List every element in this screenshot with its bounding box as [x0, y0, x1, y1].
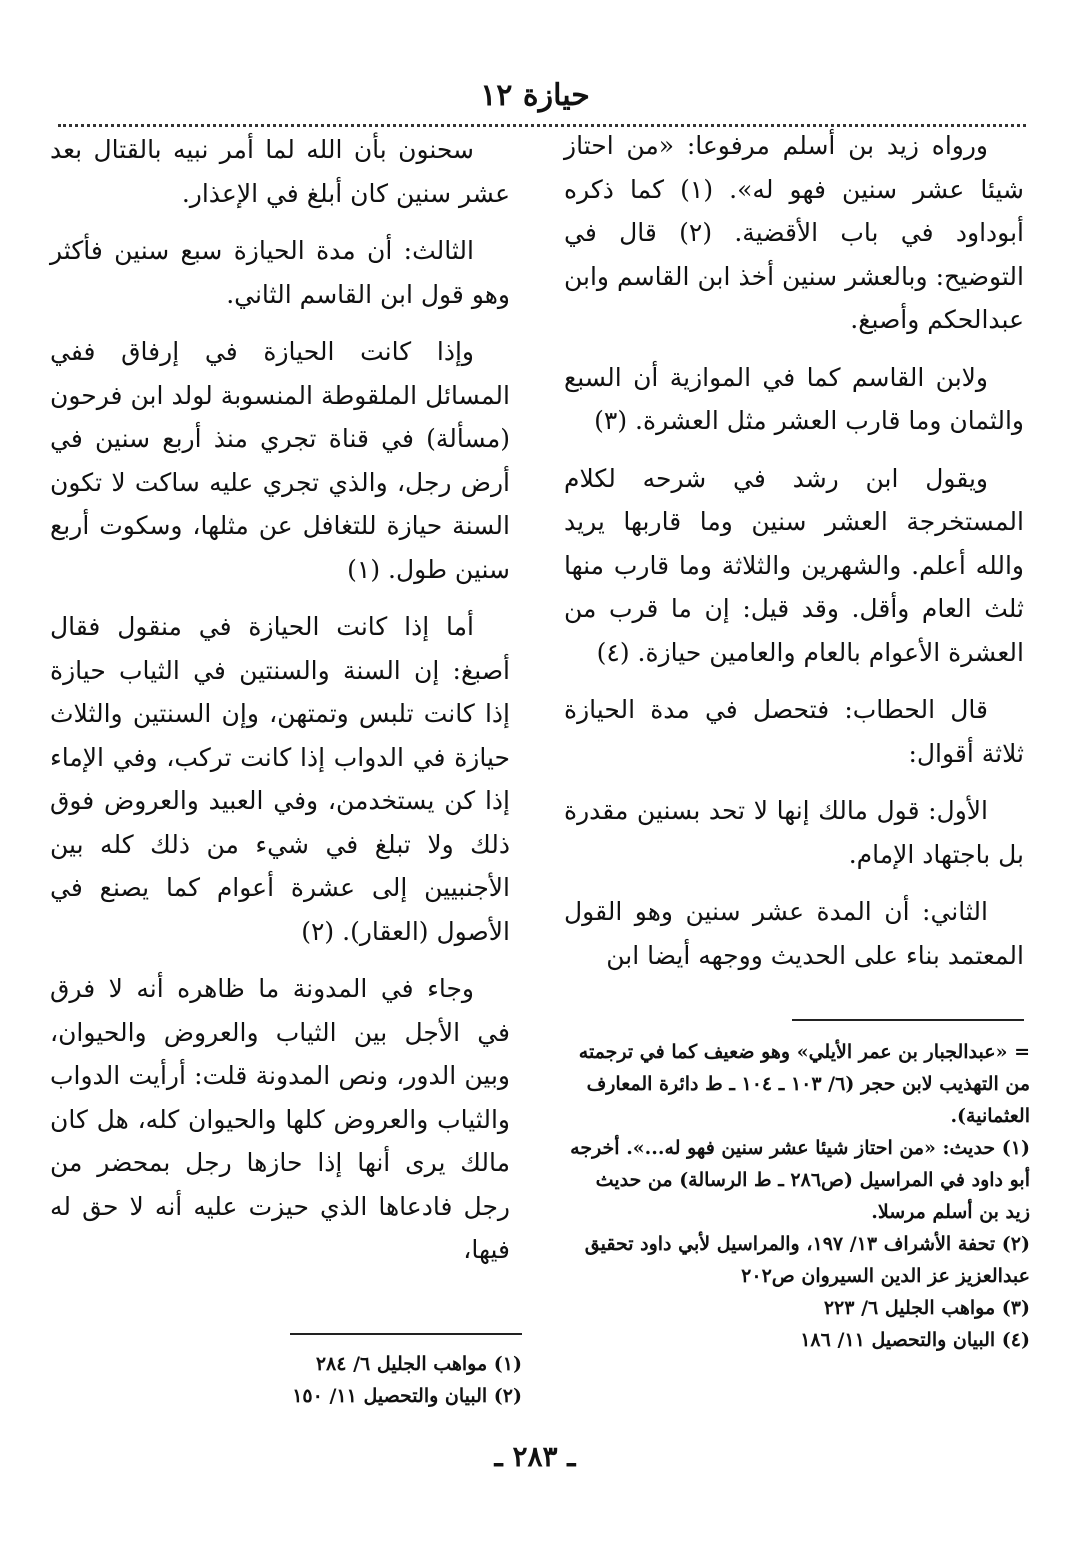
footnote: (١) مواهب الجليل ٦/ ٢٨٤: [315, 1353, 522, 1375]
footnote-separator: [792, 1019, 1024, 1021]
paragraph: أما إذا كانت الحيازة في منقول فقال أصبغ: إن السنة والسنتين في الثياب حيازة إذا كانت تلبس وتمتهن، وإن السنتين والثلاث حيازة في الدواب إذا كانت تركب، وفي الإماء إذا كن يستخدمن، وفي العبيد والعروض فوق ذلك ولا تبلغ في شيء من ذلك كله بين الأجنبيين إلى عشرة أعوام كما يصنع في الأصول (العقار). (٢): [50, 612, 510, 946]
footnote: (٤) البيان والتحصيل ١١/ ١٨٦: [800, 1329, 1030, 1351]
paragraph: الثالث: أن مدة الحيازة سبع سنين فأكثر وهو قول ابن القاسم الثاني.: [50, 236, 510, 309]
footnote: (٣) مواهب الجليل ٦/ ٢٢٣: [823, 1297, 1030, 1319]
footnote: (١) حديث: «من احتاز شيئا عشر سنين فهو له...». أخرجه أبو داود في المراسيل (ص٢٨٦ ـ ط الرسالة) من حديث زيد بن أسلم مرسلا.: [570, 1137, 1030, 1223]
paragraph: ويقول ابن رشد في شرحه لكلام المستخرجة العشر سنين وما قاربها يريد والله أعلم. والشهرين والثلاثة وما قارب منها ثلث العام وأقل. وقد قيل: إن ما قرب من العشرة الأعوام بالعام والعامين حيازة. (٤): [564, 463, 1024, 667]
paragraph: الثاني: أن المدة عشر سنين وهو القول المعتمد بناء على الحديث ووجهه أيضا ابن: [564, 897, 1024, 970]
paragraph: سحنون بأن الله لما أمر نبيه بالقتال بعد عشر سنين كان أبلغ في الإعذار.: [50, 135, 510, 208]
paragraph: وجاء في المدونة ما ظاهره أنه لا فرق في الأجل بين الثياب والعروض والحيوان، وبين الدور، ونص المدونة قلت: أرأيت الدواب والثياب والعروض كلها والحيوان كله، هل كان مالك يرى أنها إذا حازها رجل بمحضر من رجل فادعاها الذي حيزت عليه أنه لا حق له فيها،: [50, 974, 510, 1264]
right-column: [564, 124, 1024, 991]
right-footnotes: [570, 1036, 1030, 1356]
running-header: حيازة ١٢: [480, 78, 590, 113]
footnote: (٢) تحفة الأشراف ١٣/ ١٩٧، والمراسيل لأبي داود تحقيق عبدالعزيز عز الدين السيروان ص٢٠٢: [584, 1233, 1030, 1287]
paragraph: ولابن القاسم كما في الموازية أن السبع والثمان وما قارب العشر مثل العشرة. (٣): [564, 362, 1024, 435]
page-number: ـ ٢٨٣ ـ: [494, 1440, 576, 1473]
paragraph: وإذا كانت الحيازة في إرفاق ففي المسائل الملقوطة المنسوبة لولد ابن فرحون (مسألة) في قناة تجري منذ أربع سنين في أرض رجل، والذي تجري عليه ساكت لا تكون السنة حيازة للتغافل عن مثلها، وسكوت أربع سنين طول. (١): [50, 337, 510, 584]
paragraph: ورواه زيد بن أسلم مرفوعا: «من احتاز شيئا عشر سنين فهو له». (١) كما ذكره أبوداود في باب الأقضية. (٢) قال في التوضيح: وبالعشر سنين أخذ ابن القاسم وابن عبدالحكم وأصبغ.: [564, 131, 1024, 334]
footnote: (٢) البيان والتحصيل ١١/ ١٥٠: [292, 1385, 522, 1407]
left-column: [50, 128, 510, 1286]
left-footnotes: [62, 1348, 522, 1412]
paragraph: قال الحطاب: فتحصل في مدة الحيازة ثلاثة أقوال:: [564, 695, 1024, 768]
paragraph: الأول: قول مالك إنها لا تحد بسنين مقدرة بل باجتهاد الإمام.: [564, 796, 1024, 869]
footnote: = «عبدالجبار بن عمر الأيلي» وهو ضعيف كما في ترجمته من التهذيب لابن حجر (٦/ ١٠٣ ـ ١٠٤ ـ ط دائرة المعارف العثمانية).: [578, 1041, 1030, 1127]
footnote-separator: [290, 1333, 522, 1335]
